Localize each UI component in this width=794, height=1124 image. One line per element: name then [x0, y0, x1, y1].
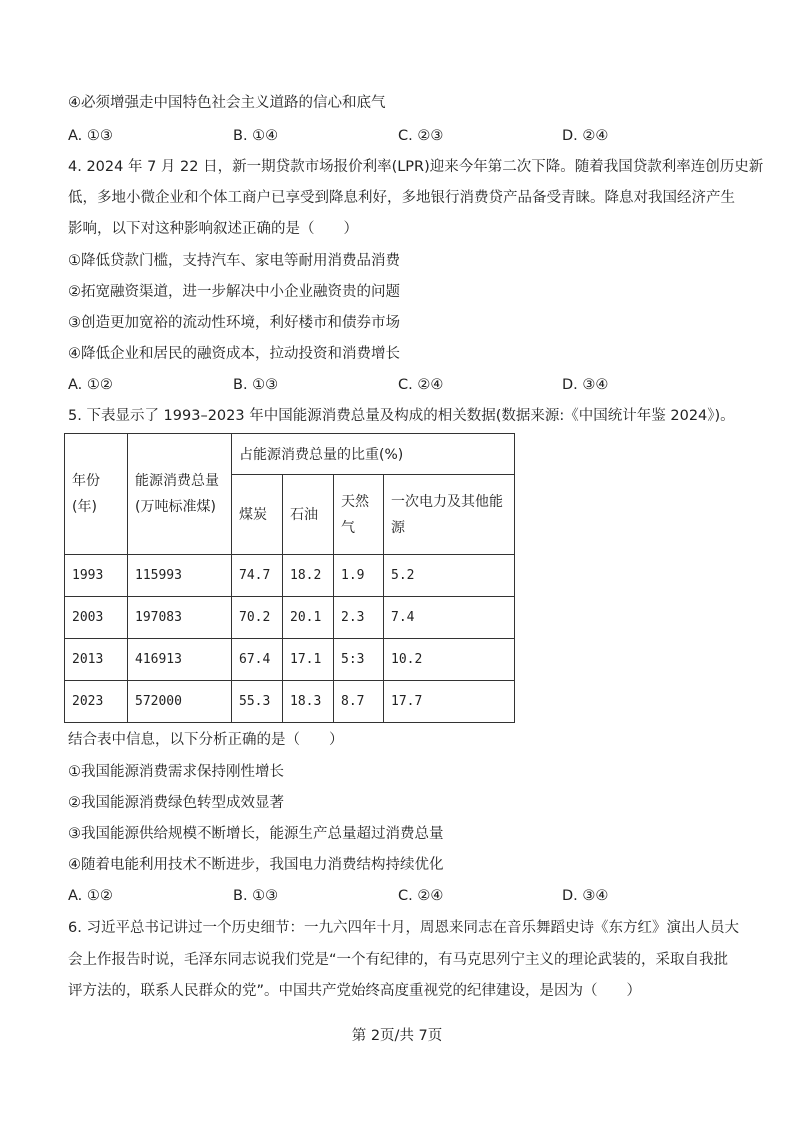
q4-item-1: ①降低贷款门槛，支持汽车、家电等耐用消费品消费	[68, 253, 400, 269]
cell-primary-power: 5.2	[384, 555, 515, 597]
q5-stem: 结合表中信息，以下分析正确的是（ ）	[68, 732, 344, 748]
table-row	[65, 639, 515, 681]
q4-item-3: ③创造更加宽裕的流动性环境，利好楼市和债券市场	[68, 315, 400, 331]
table-row	[65, 597, 515, 639]
cell-gas: 1.9	[334, 555, 384, 597]
cell-coal: 74.7	[232, 555, 283, 597]
q4-options	[68, 375, 728, 395]
cell-primary-power: 7.4	[384, 597, 515, 639]
q4-stem-line-3: 影响，以下对这种影响叙述正确的是（ ）	[68, 221, 358, 237]
cell-oil: 17.1	[283, 639, 334, 681]
q5-item-2: ②我国能源消费绿色转型成效显著	[68, 795, 284, 811]
q4-item-2: ②拓宽融资渠道，进一步解决中小企业融资贵的问题	[68, 284, 400, 300]
q5-option-c[interactable]: C. ②④	[398, 888, 444, 904]
q6-stem-line-1: 6. 习近平总书记讲过一个历史细节：一九六四年十月，周恩来同志在音乐舞蹈史诗《东方红》演出人员大	[68, 920, 739, 936]
q6-stem-line-3: 评方法的，联系人民群众的党”。中国共产党始终高度重视党的纪律建设，是因为（ ）	[68, 983, 642, 999]
cell-gas: 2.3	[334, 597, 384, 639]
cell-oil: 18.2	[283, 555, 334, 597]
q3-option-b[interactable]: B. ①④	[233, 128, 279, 144]
header-year: 年份 (年)	[65, 434, 128, 555]
q5-option-d[interactable]: D. ③④	[562, 888, 609, 904]
q5-option-b[interactable]: B. ①③	[233, 888, 279, 904]
cell-total: 572000	[128, 681, 232, 723]
energy-consumption-table	[64, 433, 515, 723]
cell-total: 197083	[128, 597, 232, 639]
cell-gas: 5:3	[334, 639, 384, 681]
q5-item-4: ④随着电能利用技术不断进步，我国电力消费结构持续优化	[68, 857, 444, 873]
q5-item-3: ③我国能源供给规模不断增长，能源生产总量超过消费总量	[68, 826, 444, 842]
cell-coal: 67.4	[232, 639, 283, 681]
cell-coal: 55.3	[232, 681, 283, 723]
q4-item-4: ④降低企业和居民的融资成本，拉动投资和消费增长	[68, 346, 400, 362]
q4-stem-line-2: 低，多地小微企业和个体工商户已享受到降息利好，多地银行消费贷产品备受青睐。降息对我国经济产生	[68, 190, 735, 206]
header-share: 占能源消费总量的比重(%)	[232, 434, 515, 475]
subheader-gas: 天然 气	[334, 475, 384, 555]
q5-option-a[interactable]: A. ①②	[68, 888, 113, 904]
q4-option-b[interactable]: B. ①③	[233, 377, 279, 393]
cell-total: 115993	[128, 555, 232, 597]
subheader-primary-power: 一次电力及其他能 源	[384, 475, 515, 555]
cell-coal: 70.2	[232, 597, 283, 639]
q5-intro: 5. 下表显示了 1993–2023 年中国能源消费总量及构成的相关数据(数据来源:《中国统计年鉴 2024》)。	[68, 408, 735, 424]
table-row	[65, 681, 515, 723]
cell-oil: 20.1	[283, 597, 334, 639]
q4-option-d[interactable]: D. ③④	[562, 377, 609, 393]
q3-options	[68, 126, 728, 146]
q3-item-4: ④必须增强走中国特色社会主义道路的信心和底气	[68, 95, 386, 111]
q4-option-c[interactable]: C. ②④	[398, 377, 444, 393]
cell-primary-power: 17.7	[384, 681, 515, 723]
q4-option-a[interactable]: A. ①②	[68, 377, 113, 393]
cell-oil: 18.3	[283, 681, 334, 723]
cell-year: 2013	[65, 639, 128, 681]
cell-year: 2023	[65, 681, 128, 723]
table-row	[65, 555, 515, 597]
q3-option-a[interactable]: A. ①③	[68, 128, 113, 144]
cell-primary-power: 10.2	[384, 639, 515, 681]
header-total: 能源消费总量 (万吨标准煤)	[128, 434, 232, 555]
cell-year: 2003	[65, 597, 128, 639]
subheader-coal: 煤炭	[232, 475, 283, 555]
subheader-oil: 石油	[283, 475, 334, 555]
cell-gas: 8.7	[334, 681, 384, 723]
page-footer: 第 2页/共 7页	[351, 1028, 443, 1044]
q6-stem-line-2: 会上作报告时说，毛泽东同志说我们党是“一个有纪律的，有马克思列宁主义的理论武装的，采取自我批	[68, 952, 729, 968]
q3-option-d[interactable]: D. ②④	[562, 128, 609, 144]
q3-option-c[interactable]: C. ②③	[398, 128, 444, 144]
q4-stem-line-1: 4. 2024 年 7 月 22 日，新一期贷款市场报价利率(LPR)迎来今年第二次下降。随着我国贷款利率连创历史新	[68, 159, 764, 175]
q5-item-1: ①我国能源消费需求保持刚性增长	[68, 764, 284, 780]
q5-options	[68, 886, 728, 906]
cell-total: 416913	[128, 639, 232, 681]
cell-year: 1993	[65, 555, 128, 597]
